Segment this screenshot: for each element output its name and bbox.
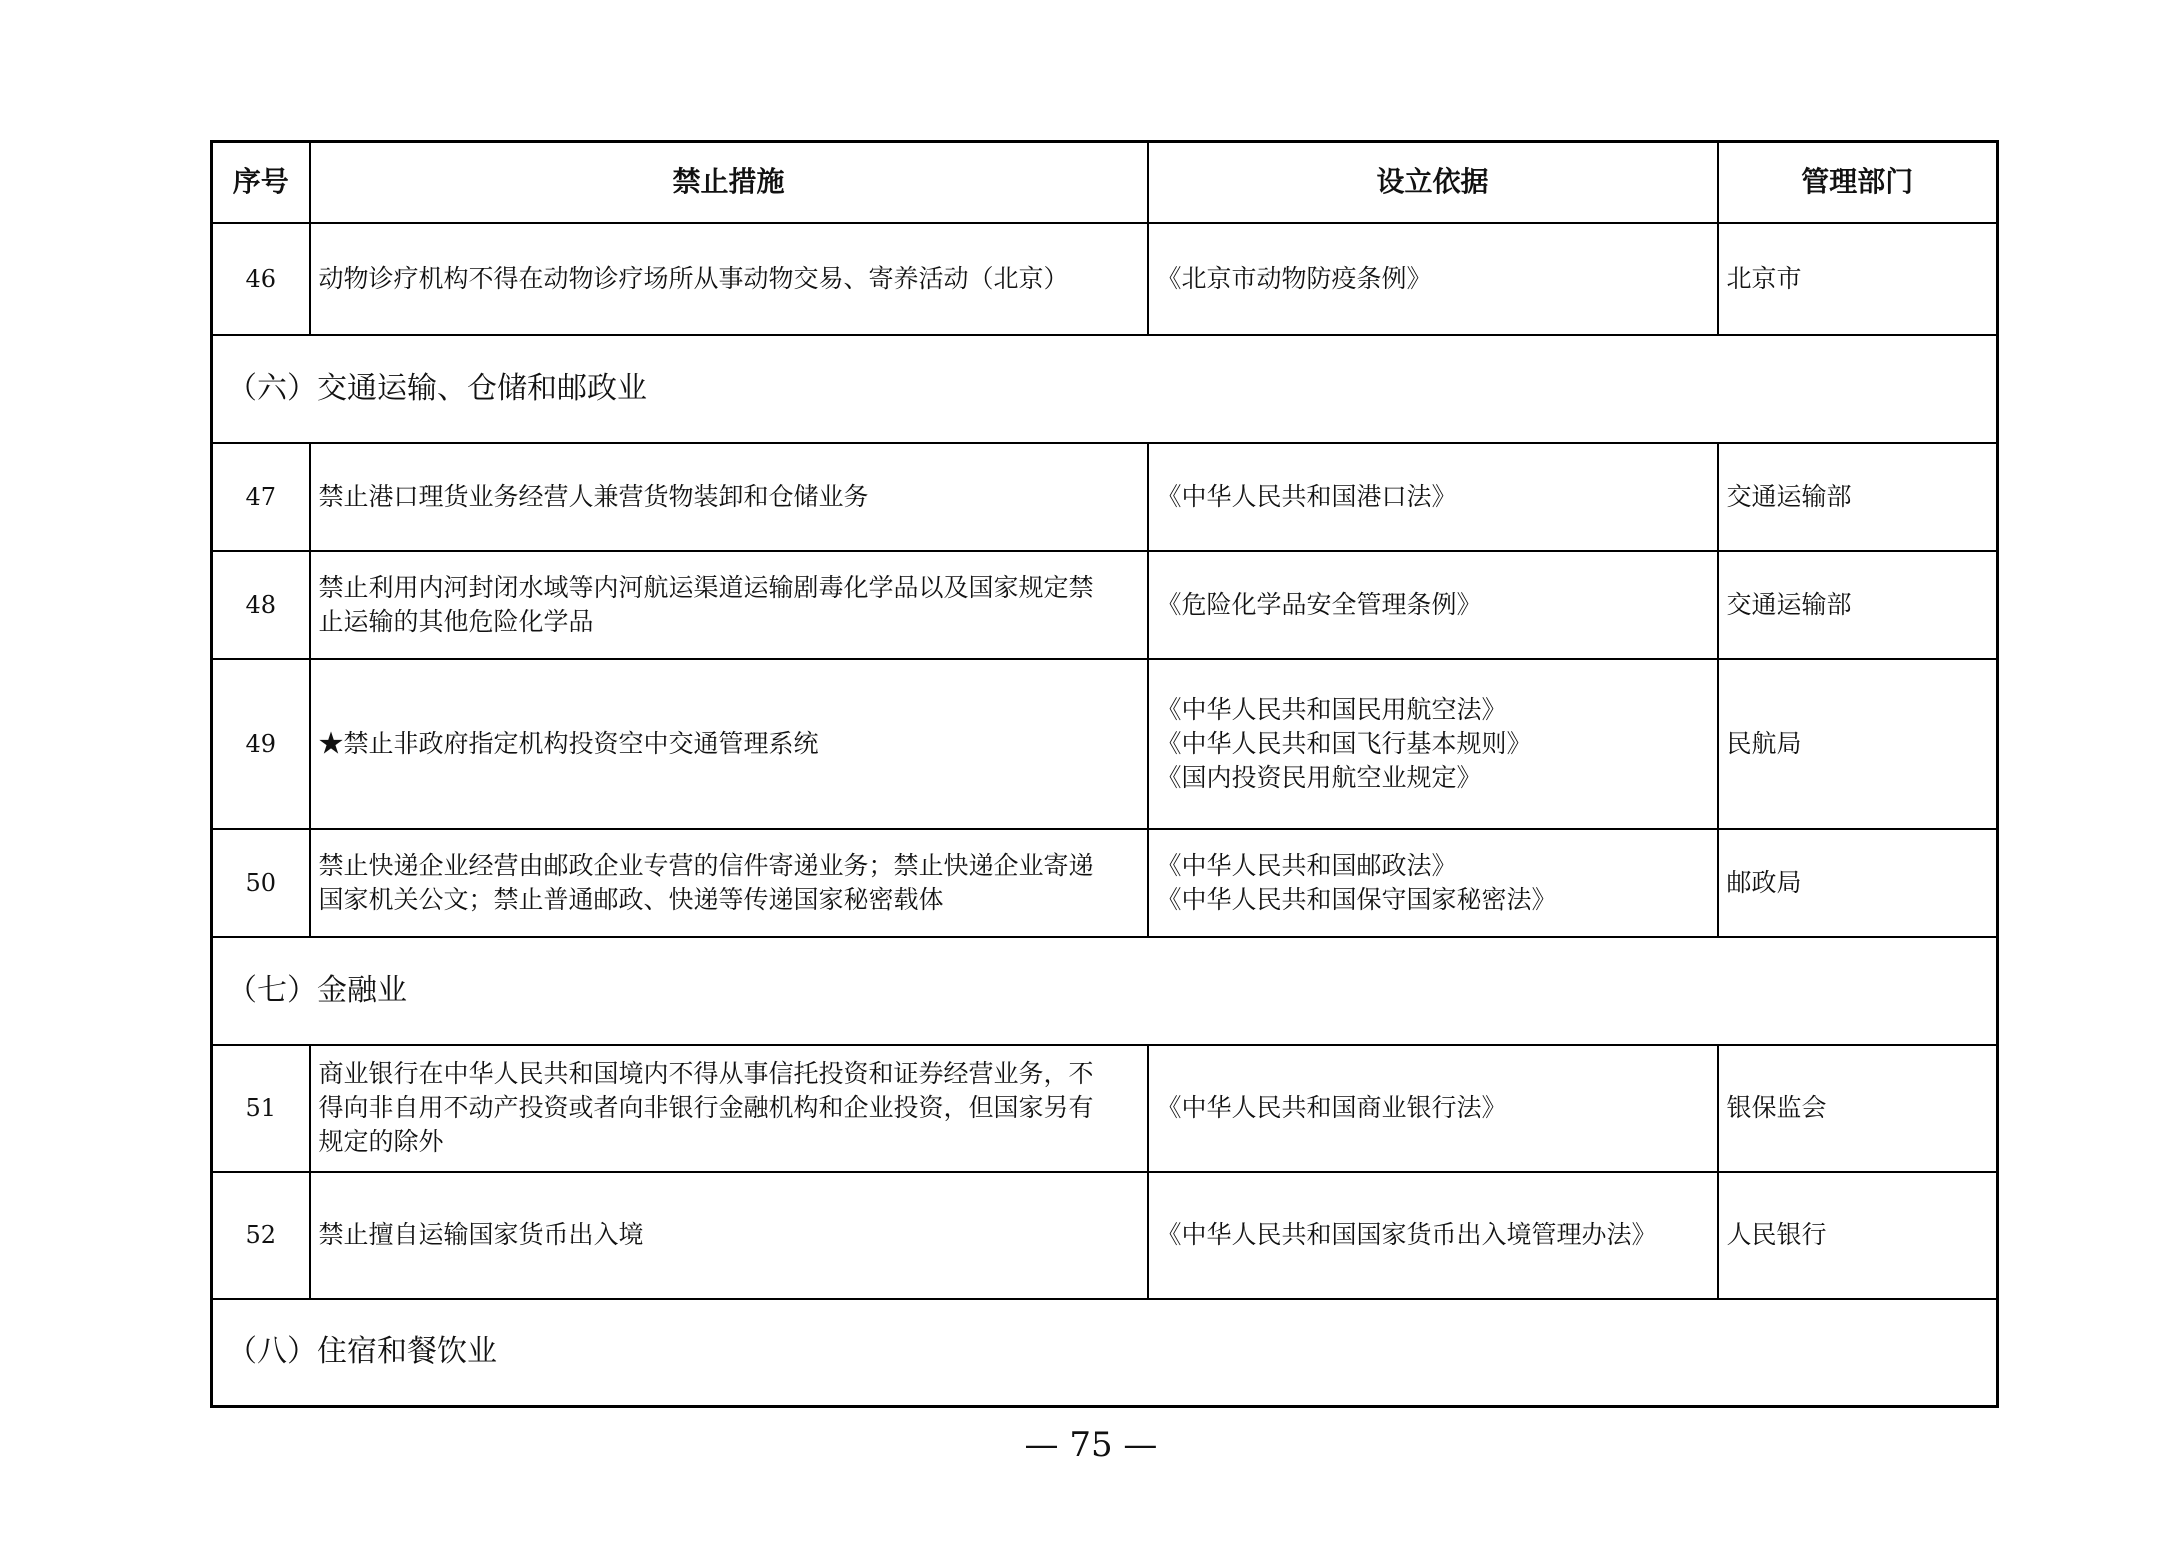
measure-line: 止运输的其他危险化学品: [318, 606, 594, 636]
measure-cell: [310, 1172, 1148, 1299]
measure-line: 商业银行在中华人民共和国境内不得从事信托投资和证券经营业务，不: [318, 1059, 1094, 1088]
row-number: 52: [212, 1172, 310, 1299]
row-number: 51: [212, 1045, 310, 1172]
measure-line: 国家机关公文；禁止普通邮政、快递等传递国家秘密载体: [318, 884, 944, 914]
row-number: 50: [212, 829, 310, 937]
dept-cell: 人民银行: [1718, 1172, 1998, 1299]
dept-cell: 交通运输部: [1718, 551, 1998, 659]
table-row: [212, 551, 1998, 659]
measure-line: 禁止快递企业经营由邮政企业专营的信件寄递业务；禁止快递企业寄递: [318, 850, 1094, 880]
row-number: 47: [212, 443, 310, 551]
basis-cell: [1148, 443, 1718, 551]
table-row: [212, 223, 1998, 335]
header-dept: 管理部门: [1718, 142, 1998, 223]
basis-cell: [1148, 223, 1718, 335]
measure-line: 禁止利用内河封闭水域等内河航运渠道运输剧毒化学品以及国家规定禁: [318, 572, 1094, 602]
basis-cell: [1148, 829, 1718, 937]
section-row: [212, 937, 1998, 1045]
measure-line: 禁止擅自运输国家货币出入境: [318, 1220, 644, 1249]
table-header-row: [212, 142, 1998, 223]
regulation-table: [210, 140, 1999, 1408]
table-row: [212, 443, 1998, 551]
measure-cell: [310, 1045, 1148, 1172]
section-row: [212, 1299, 1998, 1407]
basis-line: 《危险化学品安全管理条例》: [1156, 589, 1482, 619]
basis-line: 《中华人民共和国港口法》: [1156, 481, 1457, 511]
basis-line: 《国内投资民用航空业规定》: [1156, 762, 1482, 792]
measure-line: 得向非自用不动产投资或者向非银行金融机构和企业投资，但国家另有: [318, 1093, 1094, 1122]
table-row: [212, 1172, 1998, 1299]
measure-cell: [310, 659, 1148, 829]
basis-line: 《中华人民共和国商业银行法》: [1156, 1093, 1507, 1122]
basis-line: 《中华人民共和国国家货币出入境管理办法》: [1156, 1220, 1657, 1249]
measure-cell: [310, 551, 1148, 659]
measure-cell: [310, 829, 1148, 937]
basis-cell: [1148, 659, 1718, 829]
header-measure: 禁止措施: [310, 142, 1148, 223]
row-number: 48: [212, 551, 310, 659]
table-row: [212, 829, 1998, 937]
measure-line: ★禁止非政府指定机构投资空中交通管理系统: [318, 728, 819, 758]
basis-line: 《中华人民共和国保守国家秘密法》: [1156, 884, 1557, 914]
dept-cell: 邮政局: [1718, 829, 1998, 937]
header-basis: 设立依据: [1148, 142, 1718, 223]
section-title: （六）交通运输、仓储和邮政业: [212, 335, 1998, 443]
dept-cell: 北京市: [1718, 223, 1998, 335]
dept-cell: 银保监会: [1718, 1045, 1998, 1172]
basis-line: 《北京市动物防疫条例》: [1156, 263, 1432, 293]
table-body: [212, 223, 1998, 1407]
basis-line: 《中华人民共和国民用航空法》: [1156, 694, 1507, 724]
basis-cell: [1148, 1045, 1718, 1172]
basis-line: 《中华人民共和国飞行基本规则》: [1156, 728, 1532, 758]
basis-cell: [1148, 551, 1718, 659]
measure-line: 规定的除外: [318, 1127, 444, 1156]
dept-cell: 交通运输部: [1718, 443, 1998, 551]
row-number: 46: [212, 223, 310, 335]
section-title: （八）住宿和餐饮业: [212, 1299, 1998, 1407]
row-number: 49: [212, 659, 310, 829]
basis-line: 《中华人民共和国邮政法》: [1156, 850, 1457, 880]
basis-cell: [1148, 1172, 1718, 1299]
measure-cell: [310, 223, 1148, 335]
dept-cell: 民航局: [1718, 659, 1998, 829]
measure-cell: [310, 443, 1148, 551]
measure-line: 动物诊疗机构不得在动物诊疗场所从事动物交易、寄养活动（北京）: [318, 263, 1069, 293]
section-row: [212, 335, 1998, 443]
table-row: [212, 659, 1998, 829]
page-number: — 75 —: [1024, 1425, 1158, 1465]
measure-line: 禁止港口理货业务经营人兼营货物装卸和仓储业务: [318, 481, 869, 511]
section-title: （七）金融业: [212, 937, 1998, 1045]
header-no: 序号: [212, 142, 310, 223]
table-row: [212, 1045, 1998, 1172]
